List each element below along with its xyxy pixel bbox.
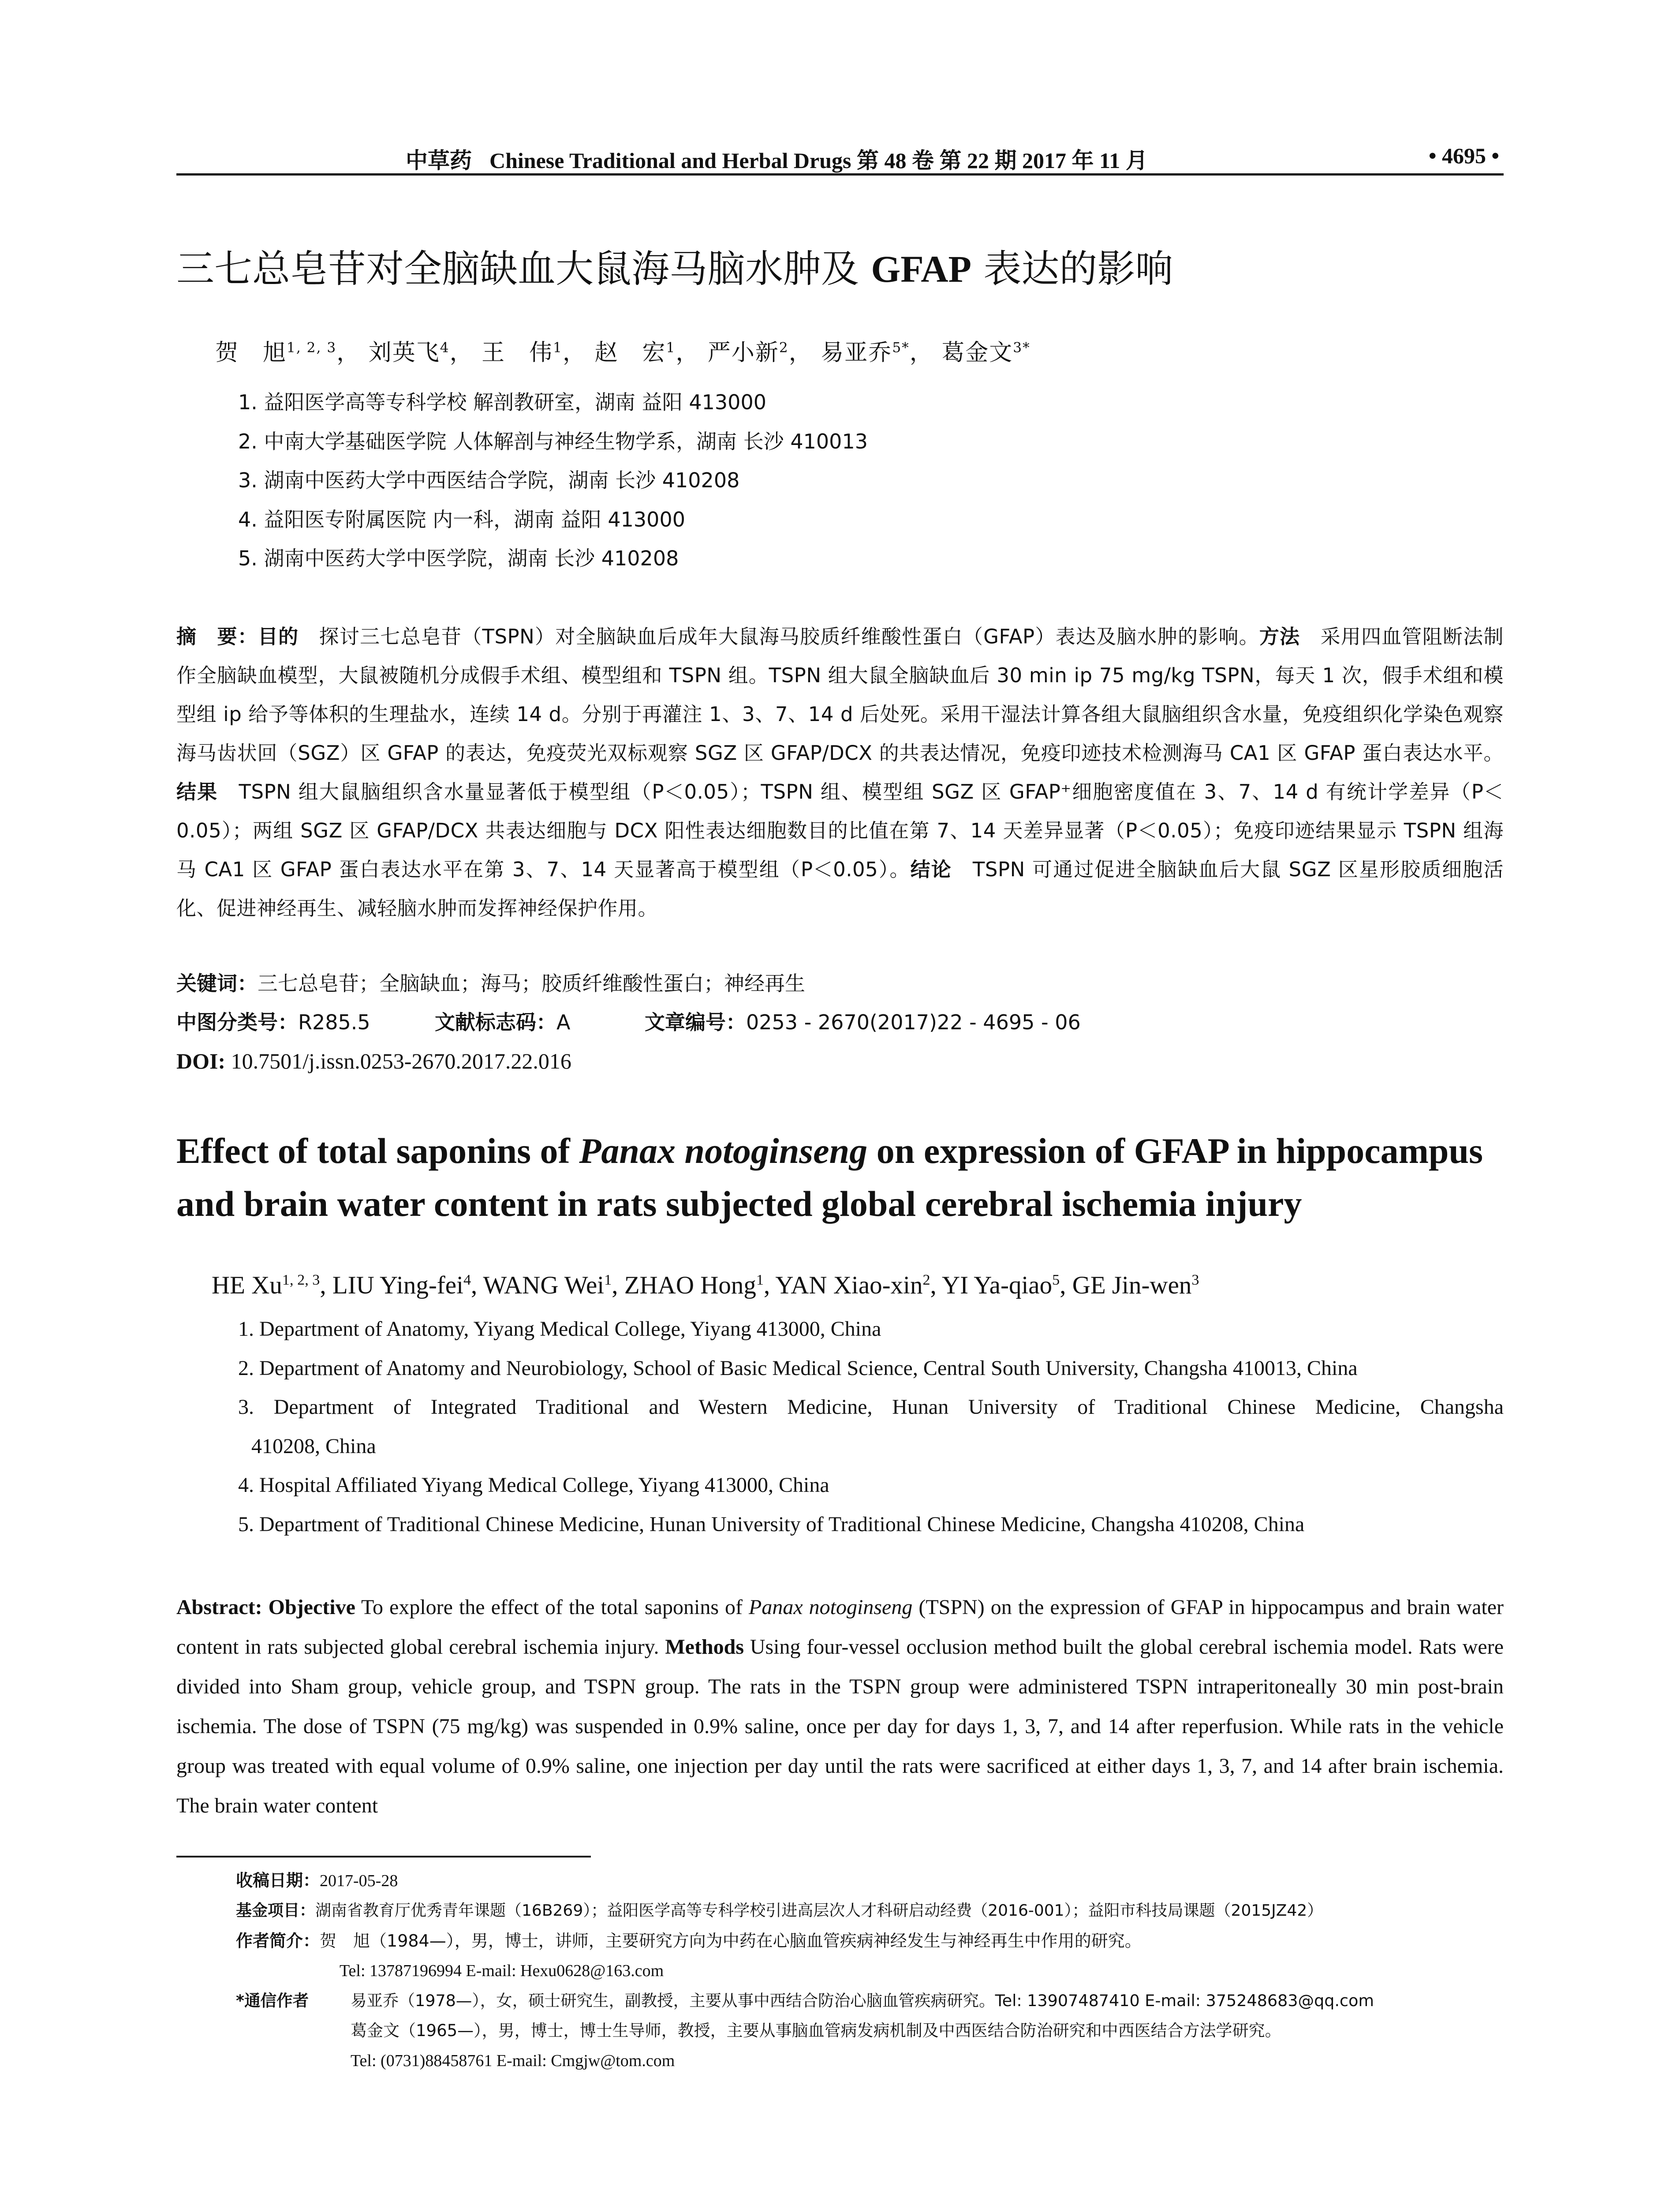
chinese-title-part2: 表达的影响 [971, 247, 1173, 291]
results-label: 结果 [176, 780, 218, 804]
abstract-label: 摘 要： [176, 625, 258, 648]
affiliation: 1. Department of Anatomy, Yiyang Medical College, Yiyang 413000, China [238, 1317, 881, 1341]
keywords-text: 三七总皂苷；全脑缺血；海马；胶质纤维酸性蛋白；神经再生 [258, 972, 805, 995]
keywords-label: 关键词： [176, 972, 258, 995]
chinese-title-gfap: GFAP [871, 248, 972, 290]
journal-name [406, 143, 1148, 175]
clc-value: R285.5 [298, 1010, 370, 1034]
doi-line [176, 1043, 1504, 1079]
chinese-abstract [176, 617, 1504, 928]
affiliation: 4. Hospital Affiliated Yiyang Medical College, Yiyang 413000, China [238, 1473, 829, 1497]
methods-text: 采用四血管阻断法制作全脑缺血模型，大鼠被随机分成假手术组、模型组和 TSPN 组。TSPN 组大鼠全脑缺血后 30 min ip 75 mg/kg TSPN，每天 1 次，假手术组和模型组 ip 给予等体积的生理盐水，连续 14 d。分别于再灌注 1、3、7、14 d 后处死。采用干湿法计算各组大鼠脑组织含水量，免疫组织化学染色观察海马齿状回（SGZ）区 GFAP 的表达，免疫荧光双标观察 SGZ 区 GFAP/DCX 的共表达情况，免疫印迹技术检测海马 CA1 区 GFAP 蛋白表达水平。 [176, 625, 1504, 765]
author: 严小新$^2$ [707, 340, 789, 366]
methods-label: 方法 [1259, 625, 1300, 648]
doc-code-label: 文献标志码： [435, 1010, 556, 1034]
doi-value: 10.7501/j.issn.0253-2670.2017.22.016 [225, 1049, 571, 1073]
abstract-methods-label: Methods [665, 1635, 744, 1659]
author: GE Jin-wen$^3$ [1072, 1271, 1199, 1299]
affiliation-continued: 410208, China [251, 1434, 376, 1458]
english-authors: HE Xu$^{1, 2, 3}$, LIU Ying-fei$^4$, WANG Wei$^1$, ZHAO Hong$^1$, YAN Xiao-xin$^2$, YI Ya-qiao$^5$, GE Jin-wen$^3$ [212, 1271, 1199, 1299]
english-title-species: Panax notoginseng [579, 1131, 868, 1171]
conclusion-text: TSPN 可通过促进全脑缺血后大鼠 SGZ 区星形胶质细胞活化、促进神经再生、减轻脑水肿而发挥神经保护作用。 [176, 858, 1504, 920]
author: WANG Wei$^1$ [483, 1271, 612, 1299]
affiliation: 2. Department of Anatomy and Neurobiology, School of Basic Medical Science, Central South University, Changsha 410013, China [238, 1356, 1358, 1380]
footnotes [236, 1865, 1506, 2076]
page-number: • 4695 • [1428, 143, 1499, 168]
author: 葛金文$^{3*}$ [941, 340, 1030, 366]
affiliation: 3. 湖南中医药大学中西医结合学院，湖南 长沙 410208 [238, 468, 740, 492]
author: HE Xu$^{1, 2, 3}$ [212, 1271, 320, 1299]
affiliation: 5. 湖南中医药大学中医学院，湖南 长沙 410208 [238, 546, 679, 570]
english-abstract: Abstract: Objective To explore the effect of the total saponins of Panax notoginseng (TSPN) on the expression of GFAP in hippocampus and brain water content in rats subjected global cerebral ischemia injury. Methods Using four-vessel occlusion method built the global cerebral ischemia model. Rats were divided into Sham group, vehicle group, and TSPN group. The rats in the TSPN group were administered TSPN intraperitoneally 30 min post-brain ischemia. The dose of TSPN (75 mg/kg) was suspended in 0.9% saline, once per day for days 1, 3, 7, and 14 after reperfusion. While rats in the vehicle group was treated with equal volume of 0.9% saline, one injection per day until the rats were sacrificed at either days 1, 3, 7, and 14 after brain ischemia. The brain water content [176, 1596, 1504, 1817]
running-header [176, 140, 1504, 176]
objective-text: 探讨三七总皂苷（TSPN）对全脑缺血后成年大鼠海马胶质纤维酸性蛋白（GFAP）表达及脑水肿的影响。 [299, 625, 1259, 648]
doc-code-value: A [556, 1010, 571, 1034]
journal-issue: Chinese Traditional and Herbal Drugs 第 48 卷 第 22 期 2017 年 11 月 [489, 148, 1148, 173]
affiliation: 5. Department of Traditional Chinese Medicine, Hunan University of Traditional Chinese Medicine, Changsha 410208, China [238, 1512, 1305, 1536]
received-date: 收稿日期：2017-05-28 [236, 1871, 398, 1890]
affiliation: 3. Department of Integrated Traditional and Western Medicine, Hunan University of Traditional Chinese Medicine, Changsha [238, 1395, 1504, 1419]
english-title: Effect of total saponins of Panax notoginseng on expression of GFAP in hippocampus and brain water content in rats subjected global cerebral ischemia injury [176, 1131, 1483, 1224]
chinese-title-part1: 三七总皂苷对全脑缺血大鼠海马脑水肿及 [176, 247, 871, 291]
footnote-divider [176, 1856, 591, 1857]
keywords-line [176, 966, 1504, 1001]
corresponding-note-2: 葛金文（1965—），男，博士，博士生导师，教授，主要从事脑血管病发病机制及中西医结合防治研究和中西医结合方法学研究。 [351, 2021, 1281, 2040]
author: 王 伟$^1$ [482, 340, 563, 366]
author: ZHAO Hong$^1$ [624, 1271, 764, 1299]
author: LIU Ying-fei$^4$ [332, 1271, 471, 1299]
chinese-authors: 贺 旭$^{1, 2, 3}$， 刘英飞$^4$， 王 伟$^1$， 赵 宏$^1$， 严小新$^2$， 易亚乔$^{5*}$， 葛金文$^{3*}$ [215, 340, 1030, 366]
objective-label: 目的 [258, 625, 299, 648]
corresponding-contact-2: Tel: (0731)88458761 E-mail: Cmgjw@tom.com [351, 2052, 675, 2070]
english-affiliations [238, 1310, 1504, 1544]
clc-label: 中图分类号： [176, 1010, 298, 1034]
corresponding-note: *通信作者 易亚乔（1978—），女，硕士研究生，副教授，主要从事中西结合防治心脑血管疾病研究。Tel: 13907487410 E-mail: 375248683@qq.com [236, 1991, 1374, 2010]
affiliation: 2. 中南大学基础医学院 人体解剖与神经生物学系，湖南 长沙 410013 [238, 429, 868, 453]
chinese-title [176, 245, 1504, 293]
author-contact: Tel: 13787196994 E-mail: Hexu0628@163.com [340, 1962, 664, 1980]
abstract-objective-label: Abstract: Objective [176, 1596, 355, 1619]
article-no-label: 文章编号： [645, 1010, 746, 1034]
affiliation: 4. 益阳医专附属医院 内一科，湖南 益阳 413000 [238, 507, 685, 531]
author: YI Ya-qiao$^5$ [941, 1271, 1060, 1299]
results-text: TSPN 组大鼠脑组织含水量显著低于模型组（P＜0.05）；TSPN 组、模型组 SGZ 区 GFAP⁺细胞密度值在 3、7、14 d 有统计学差异（P＜0.05）；两组 SGZ 区 GFAP/DCX 共表达细胞与 DCX 阳性表达细胞数目的比值在第 7、14 天差异显著（P＜0.05）；免疫印迹结果显示 TSPN 组海马 CA1 区 GFAP 蛋白表达水平在第 3、7、14 天显著高于模型组（P＜0.05）。 [176, 780, 1504, 881]
fund-note: 基金项目：湖南省教育厅优秀青年课题（16B269）；益阳医学高等专科学校引进高层次人才科研启动经费（2016-001）；益阳市科技局课题（2015JZ42） [236, 1902, 1323, 1920]
author-note: 作者简介：贺 旭（1984—），男，博士，讲师，主要研究方向为中药在心脑血管疾病神经发生与神经再生中作用的研究。 [236, 1931, 1142, 1951]
chinese-affiliations [238, 383, 1504, 578]
conclusion-label: 结论 [910, 858, 952, 881]
classification-line [176, 1005, 1504, 1040]
author: 贺 旭$^{1, 2, 3}$ [215, 340, 337, 366]
journal-name-cn: 中草药 [406, 148, 472, 173]
author: 刘英飞$^4$ [368, 340, 450, 366]
article-no-value: 0253 - 2670(2017)22 - 4695 - 06 [746, 1010, 1081, 1034]
author: YAN Xiao-xin$^2$ [775, 1271, 930, 1299]
author: 易亚乔$^{5*}$ [821, 340, 910, 366]
author: 赵 宏$^1$ [594, 340, 676, 366]
doi-label: DOI: [176, 1049, 226, 1073]
affiliation: 1. 益阳医学高等专科学校 解剖教研室，湖南 益阳 413000 [238, 390, 766, 414]
